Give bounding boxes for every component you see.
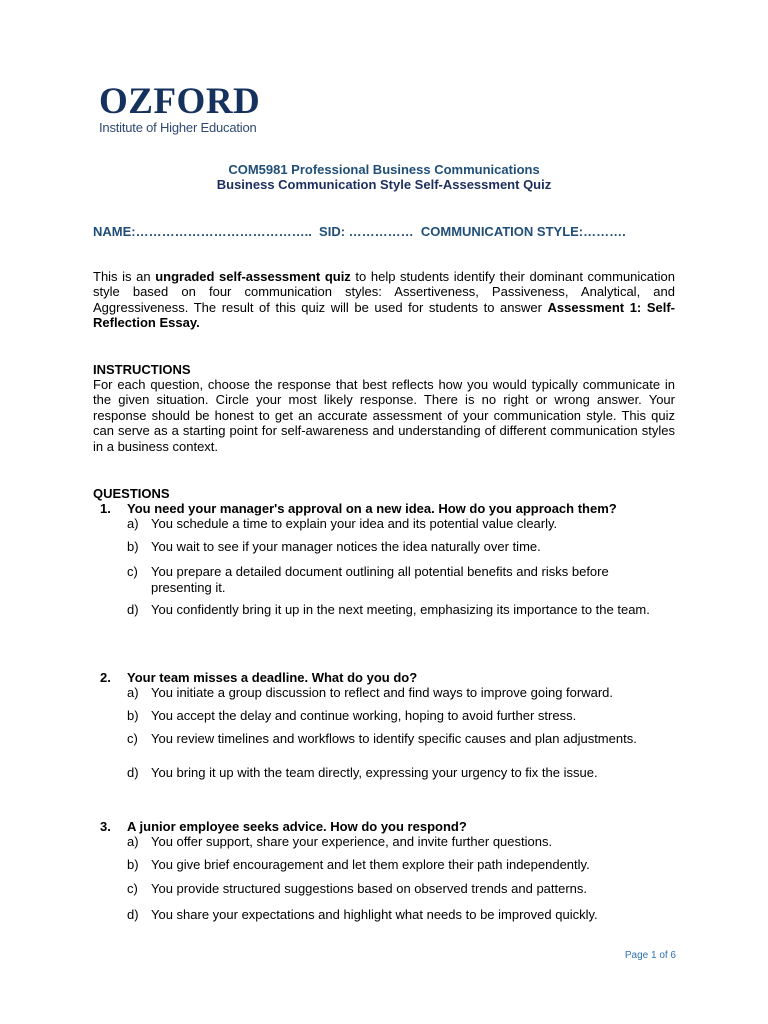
- ozford-logo: [99, 81, 261, 135]
- logo-tagline: Institute of Higher Education: [99, 120, 257, 135]
- question-1: [100, 501, 680, 516]
- student-fields-line: NAME:………………………………….. SID: …………… COMMUNICATION STYLE:……….: [93, 224, 626, 239]
- q1-option-d[interactable]: [127, 602, 667, 618]
- q2-option-b[interactable]: [127, 708, 667, 724]
- option-label: a): [127, 516, 139, 531]
- option-text: You offer support, share your experience, and invite further questions.: [151, 834, 553, 849]
- question-text: You need your manager's approval on a new idea. How do you approach them?: [127, 501, 617, 516]
- option-text: You accept the delay and continue working, hoping to avoid further stress.: [151, 708, 577, 723]
- option-label: a): [127, 834, 139, 849]
- q2-option-d[interactable]: [127, 765, 667, 781]
- option-text: You review timelines and workflows to identify specific causes and plan adjustments.: [151, 731, 637, 746]
- option-text: You confidently bring it up in the next meeting, emphasizing its importance to the team.: [151, 602, 650, 617]
- instructions-paragraph: For each question, choose the response that best reflects how you would typically communicate in the given situation. Circle your most likely response. There is no right or wrong answer. Your response should be honest to get an accurate assessment of your communication style. This quiz can serve as a starting point for self-awareness and understanding of different communication styles in a business context.: [93, 377, 675, 454]
- questions-heading: QUESTIONS: [93, 486, 170, 501]
- page-number: Page 1 of 6: [624, 950, 676, 961]
- option-label: d): [127, 765, 139, 780]
- option-text: You bring it up with the team directly, expressing your urgency to fix the issue.: [151, 765, 598, 780]
- option-label: b): [127, 857, 139, 872]
- instructions-heading: INSTRUCTIONS: [93, 362, 191, 377]
- q2-option-a[interactable]: [127, 685, 667, 701]
- q2-option-c[interactable]: [127, 731, 667, 747]
- question-text: Your team misses a deadline. What do you do?: [127, 670, 418, 685]
- logo-wordmark: OZFORD: [99, 81, 261, 122]
- intro-bold-assessment: Assessment 1: Self-Reflection Essay.: [93, 299, 675, 331]
- option-label: c): [127, 564, 138, 579]
- option-text: You wait to see if your manager notices the idea naturally over time.: [151, 539, 541, 554]
- question-3: [100, 819, 680, 834]
- question-2: [100, 670, 680, 685]
- option-text: You initiate a group discussion to reflect and find ways to improve going forward.: [151, 685, 614, 700]
- question-text: A junior employee seeks advice. How do you respond?: [127, 819, 467, 834]
- q1-option-b[interactable]: [127, 539, 667, 555]
- question-number: 2.: [100, 670, 111, 685]
- question-number: 3.: [100, 819, 111, 834]
- option-text: You prepare a detailed document outlining all potential benefits and risks before presenting it.: [151, 564, 609, 595]
- option-text: You provide structured suggestions based on observed trends and patterns.: [151, 881, 588, 896]
- option-label: b): [127, 539, 139, 554]
- q3-option-d[interactable]: [127, 907, 667, 923]
- option-label: c): [127, 731, 138, 746]
- q3-option-b[interactable]: [127, 857, 667, 873]
- q3-option-a[interactable]: [127, 834, 667, 850]
- intro-text-start: This is an: [93, 269, 156, 284]
- course-title: COM5981 Professional Business Communications: [228, 162, 540, 177]
- intro-bold-quiz: ungraded self-assessment quiz: [155, 269, 351, 284]
- option-text: You schedule a time to explain your idea and its potential value clearly.: [151, 516, 558, 531]
- q1-option-a[interactable]: [127, 516, 667, 532]
- q3-option-c[interactable]: [127, 881, 667, 897]
- option-label: d): [127, 602, 139, 617]
- option-label: a): [127, 685, 139, 700]
- intro-paragraph: [93, 269, 675, 331]
- quiz-title: Business Communication Style Self-Assessment Quiz: [216, 177, 552, 192]
- q1-option-c[interactable]: [127, 564, 667, 596]
- option-label: c): [127, 881, 138, 896]
- option-text: You share your expectations and highlight what needs to be improved quickly.: [151, 907, 598, 922]
- intro-text-middle: to help students identify their dominant communication style based on four communication styles: Assertiveness, Passiveness, Analytical, and Aggressiveness. The result of this quiz will be used for students to answer: [93, 269, 675, 315]
- question-number: 1.: [100, 501, 111, 516]
- option-label: d): [127, 907, 139, 922]
- option-text: You give brief encouragement and let them explore their path independently.: [151, 857, 590, 872]
- option-label: b): [127, 708, 139, 723]
